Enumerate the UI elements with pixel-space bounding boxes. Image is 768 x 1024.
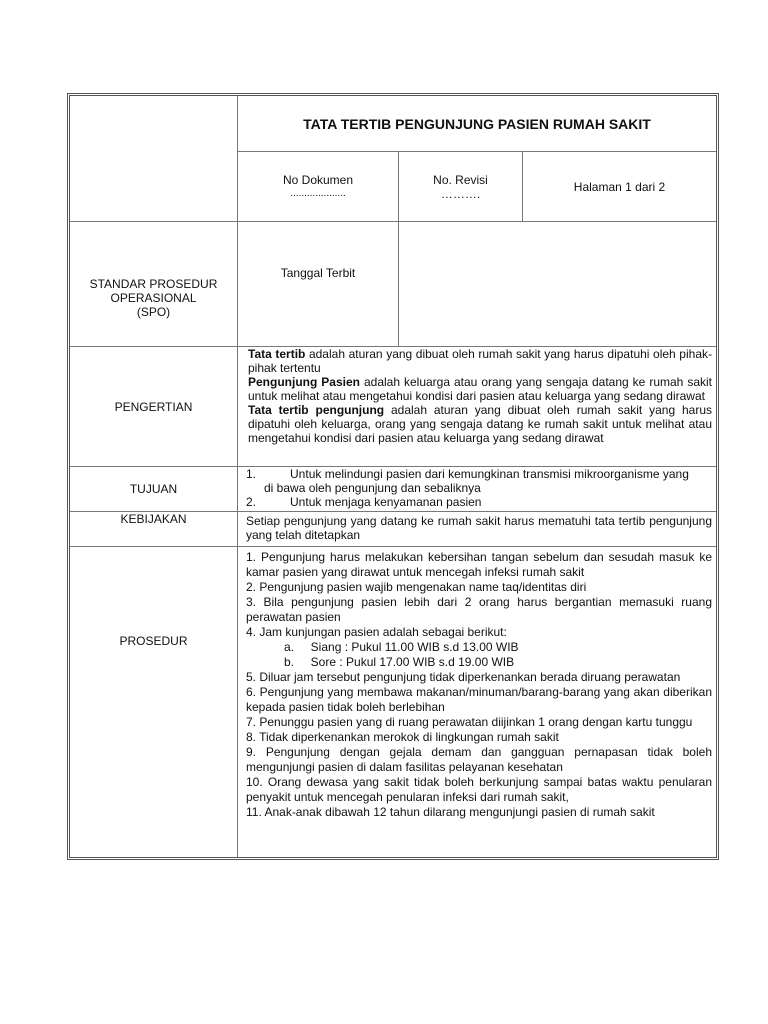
pengertian-item (248, 403, 712, 445)
no-revisi-value: ………. (440, 186, 481, 201)
no-dokumen-label: No Dokumen (282, 172, 354, 187)
list-text: Untuk menjaga kenyamanan pasien (290, 495, 482, 509)
prosedur-item: 4. Jam kunjungan pasien adalah sebagai berikut: (246, 625, 507, 639)
pengertian-content (248, 347, 712, 445)
prosedur-item: 1. Pengunjung harus melakukan kebersihan tangan sebelum dan sesudah masuk ke kamar pasien yang dirawat untuk mencegah infeksi rumah sakit (246, 550, 712, 579)
prosedur-item: 11. Anak-anak dibawah 12 tahun dilarang mengunjungi pasien di rumah sakit (246, 805, 655, 819)
tujuan-content (246, 467, 712, 509)
no-dokumen-value: .................... (290, 187, 346, 199)
list-number: 2. (246, 495, 257, 509)
kebijakan-content: Setiap pengunjung yang datang ke rumah sakit harus mematuhi tata tertib pengunjung yang telah ditetapkan (246, 514, 712, 542)
prosedur-item: 5. Diluar jam tersebut pengunjung tidak diperkenankan berada diruang perawatan (246, 670, 681, 684)
pengertian-item (248, 375, 712, 403)
definition-text: adalah keluarga atau orang yang sengaja datang ke rumah sakit untuk melihat atau mengetahui kondisi dari pasien atau keluarga yang sedang dirawat (248, 375, 712, 403)
list-text: Untuk melindungi pasien dari kemungkinan transmisi mikroorganisme yang (290, 467, 689, 481)
prosedur-label: PROSEDUR (119, 634, 188, 648)
tanggal-terbit: Tanggal Terbit (280, 266, 356, 280)
list-number: 1. (246, 467, 257, 481)
prosedur-item: 2. Pengunjung pasien wajib mengenakan name taq/identitas diri (246, 580, 587, 594)
prosedur-item: 10. Orang dewasa yang sakit tidak boleh berkunjung sampai batas waktu penularan penyakit untuk mencegah penularan infeksi dari rumah sakit, (246, 775, 712, 804)
document-table (67, 93, 719, 860)
tujuan-item (246, 495, 712, 509)
pengertian-item (248, 347, 712, 375)
definition-text: adalah aturan yang dibuat oleh rumah sakit yang harus dipatuhi oleh pihak-pihak tertentu (248, 347, 712, 375)
term-tata-tertib-pengunjung: Tata tertib pengunjung (248, 403, 385, 417)
term-tata-tertib: Tata tertib (248, 347, 306, 361)
prosedur-item: 3. Bila pengunjung pasien lebih dari 2 orang harus bergantian memasuki ruang perawatan pasien (246, 595, 712, 624)
prosedur-content (246, 550, 712, 820)
no-revisi-cell (399, 152, 522, 221)
prosedur-item: 9. Pengunjung dengan gejala demam dan gangguan pernapasan tidak boleh mengunjungi pasien di dalam fasilitas pelayanan kesehatan (246, 745, 712, 774)
prosedur-item: 6. Pengunjung yang membawa makanan/minuman/barang-barang yang akan diberikan kepada pasien tidak boleh berlebihan (246, 685, 712, 714)
spo-cell (70, 222, 237, 346)
tujuan-item-continuation: di bawa oleh pengunjung dan sebaliknya (264, 481, 481, 495)
document-title: TATA TERTIB PENGUNJUNG PASIEN RUMAH SAKIT (303, 115, 651, 132)
tujuan-item (246, 467, 712, 481)
term-pengunjung-pasien: Pengunjung Pasien (248, 375, 360, 389)
tujuan-label: TUJUAN (129, 482, 178, 496)
prosedur-sub-item: b. Sore : Pukul 17.00 WIB s.d 19.00 WIB (284, 655, 515, 669)
pengertian-label: PENGERTIAN (114, 399, 193, 414)
spo-line-1: STANDAR PROSEDUR (89, 277, 218, 291)
no-revisi-label: No. Revisi (433, 172, 488, 187)
halaman-cell: Halaman 1 dari 2 (573, 179, 666, 194)
prosedur-item: 8. Tidak diperkenankan merokok di lingkungan rumah sakit (246, 730, 559, 744)
prosedur-sub-item: a. Siang : Pukul 11.00 WIB s.d 13.00 WIB (284, 640, 519, 654)
spo-line-2: OPERASIONAL (110, 291, 197, 305)
spo-line-3: (SPO) (136, 305, 171, 319)
kebijakan-label: KEBIJAKAN (120, 512, 187, 526)
prosedur-item: 7. Penunggu pasien yang di ruang perawatan diijinkan 1 orang dengan kartu tunggu (246, 715, 693, 729)
definition-text: adalah aturan yang dibuat oleh rumah sakit yang harus dipatuhi oleh keluarga, orang yang sengaja datang ke rumah sakit untuk melihat atau mengetahui kondisi dari pasien atau keluarga yang sedang dirawat (248, 403, 712, 445)
no-dokumen-cell (238, 152, 398, 221)
